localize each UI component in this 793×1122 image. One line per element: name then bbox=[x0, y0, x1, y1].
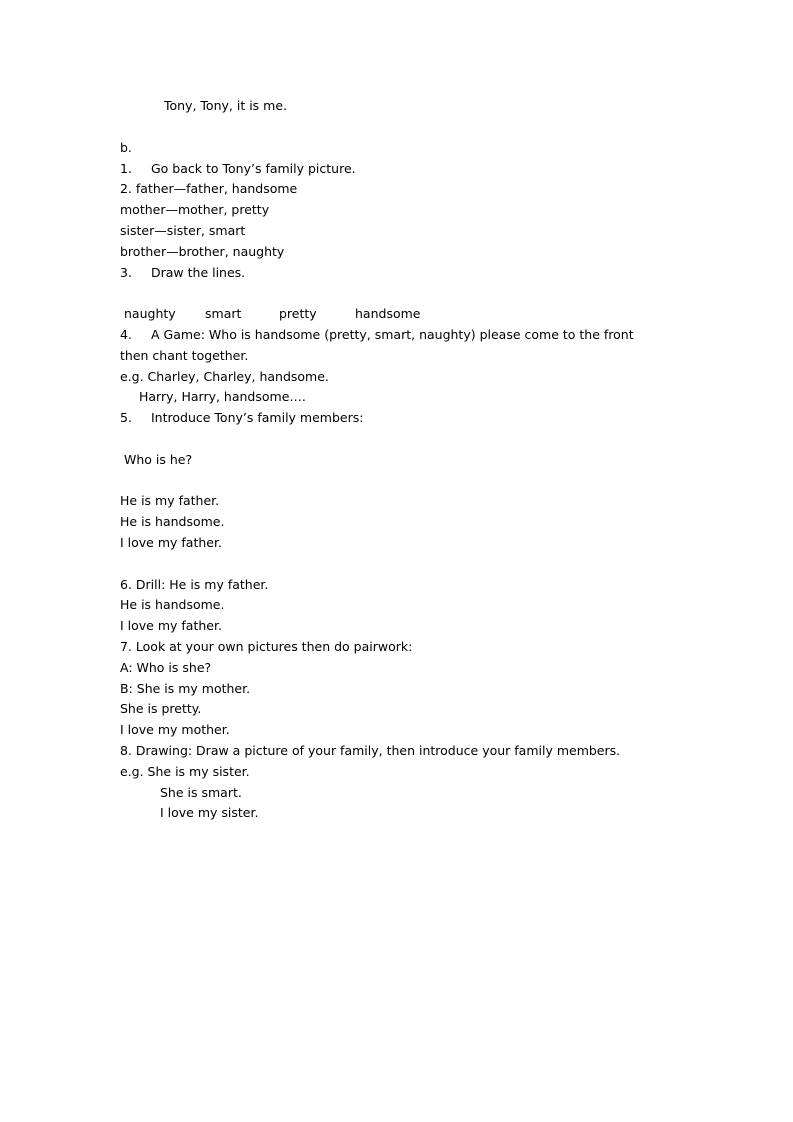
step-3 bbox=[120, 266, 245, 280]
he-is-handsome: He is handsome. bbox=[120, 514, 225, 529]
step-3-number: 3. bbox=[120, 265, 132, 280]
pair-mother: mother—mother, pretty bbox=[120, 202, 270, 217]
step-2: 2. father—father, handsome bbox=[120, 181, 298, 196]
she-is-smart: She is smart. bbox=[160, 785, 242, 800]
step-1-number: 1. bbox=[120, 161, 132, 176]
drill-i-love-my-father: I love my father. bbox=[120, 618, 222, 633]
step-4-number: 4. bbox=[120, 327, 132, 342]
step-5-text: Introduce Tony’s family members: bbox=[151, 410, 364, 425]
he-is-my-father: He is my father. bbox=[120, 493, 220, 508]
i-love-my-mother: I love my mother. bbox=[120, 722, 230, 737]
step-4-text: A Game: Who is handsome (pretty, smart, naughty) please come to the front bbox=[151, 327, 634, 342]
word-smart: smart bbox=[205, 306, 242, 321]
step-1 bbox=[120, 162, 356, 176]
she-is-pretty: She is pretty. bbox=[120, 701, 202, 716]
step-4-continued: then chant together. bbox=[120, 348, 249, 363]
step-3-text: Draw the lines. bbox=[151, 265, 246, 280]
word-naughty: naughty bbox=[124, 306, 176, 321]
example-sister: e.g. She is my sister. bbox=[120, 764, 250, 779]
chant-line: Tony, Tony, it is me. bbox=[164, 98, 287, 113]
i-love-my-sister: I love my sister. bbox=[160, 805, 259, 820]
word-pretty: pretty bbox=[279, 306, 317, 321]
step-1-text: Go back to Tony’s family picture. bbox=[151, 161, 356, 176]
word-handsome: handsome bbox=[355, 306, 421, 321]
step-5 bbox=[120, 411, 363, 425]
step-5-number: 5. bbox=[120, 410, 132, 425]
step-7: 7. Look at your own pictures then do pairwork: bbox=[120, 639, 413, 654]
step-4 bbox=[120, 328, 634, 342]
dialog-a: A: Who is she? bbox=[120, 660, 212, 675]
i-love-my-father: I love my father. bbox=[120, 535, 222, 550]
pair-brother: brother—brother, naughty bbox=[120, 244, 285, 259]
drill-he-is-handsome: He is handsome. bbox=[120, 597, 225, 612]
dialog-b: B: She is my mother. bbox=[120, 681, 251, 696]
pair-sister: sister—sister, smart bbox=[120, 223, 246, 238]
step-8: 8. Drawing: Draw a picture of your family, then introduce your family members. bbox=[120, 743, 621, 758]
question-who-is-he: Who is he? bbox=[124, 452, 193, 467]
step-6: 6. Drill: He is my father. bbox=[120, 577, 269, 592]
example-charley: e.g. Charley, Charley, handsome. bbox=[120, 369, 329, 384]
example-harry: Harry, Harry, handsome…. bbox=[139, 389, 306, 404]
section-b-label: b. bbox=[120, 140, 132, 155]
